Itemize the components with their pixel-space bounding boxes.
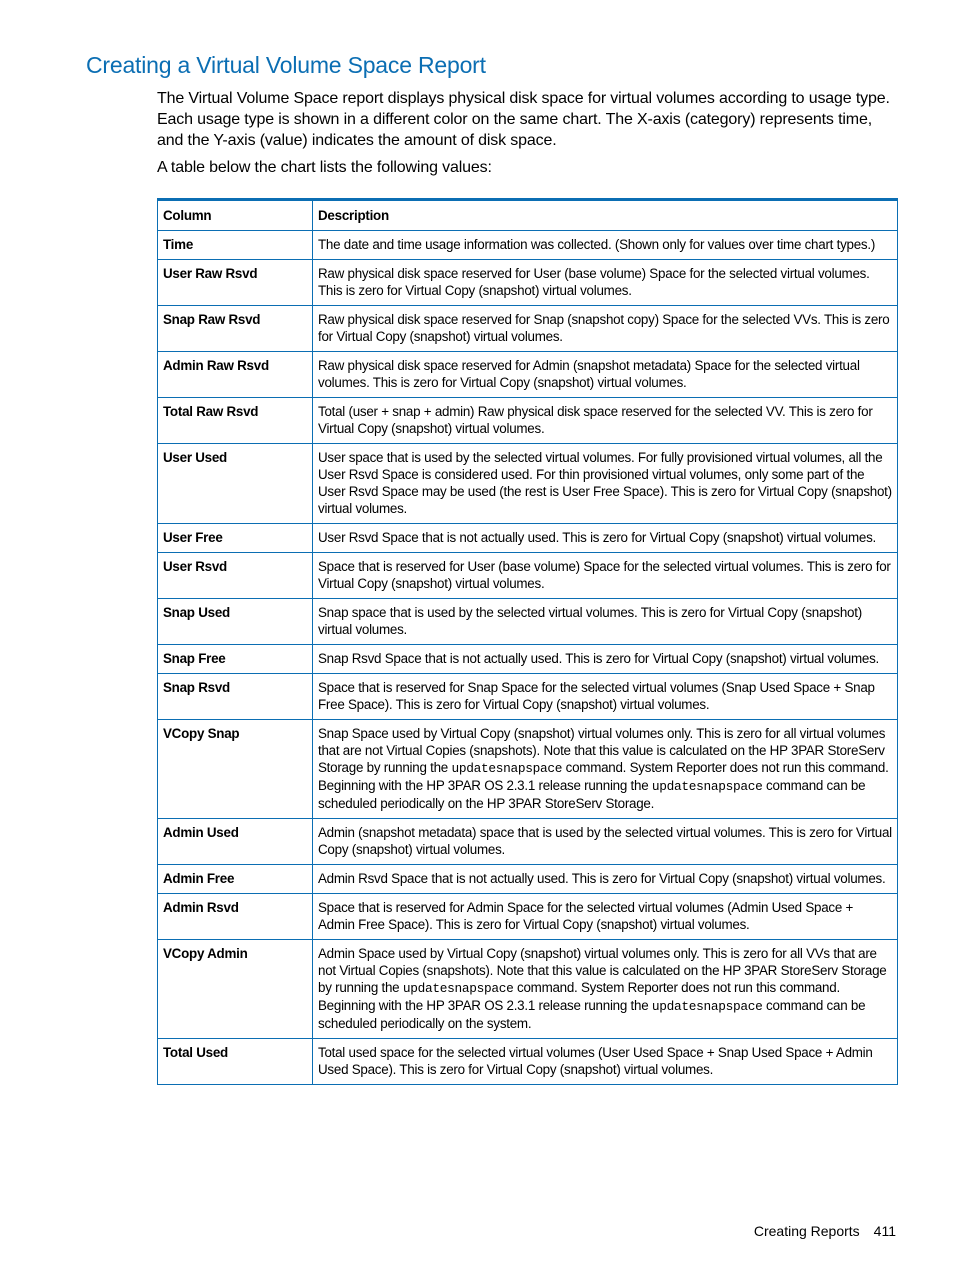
- table-row: [158, 599, 898, 645]
- row-description: Total used space for the selected virtual volumes (User Used Space + Snap Used Space + Admin Used Space). This is zero for Virtual Copy (snapshot) virtual volumes.: [313, 1039, 898, 1085]
- row-description: The date and time usage information was collected. (Shown only for values over time chart types.): [313, 231, 898, 260]
- row-name: VCopy Admin: [158, 940, 313, 1039]
- row-description: User Rsvd Space that is not actually used. This is zero for Virtual Copy (snapshot) virtual volumes.: [313, 524, 898, 553]
- table-row: [158, 674, 898, 720]
- page-number: 411: [873, 1223, 896, 1239]
- page-title: Creating a Virtual Volume Space Report: [86, 52, 486, 78]
- table-row: [158, 645, 898, 674]
- desc-text: command. System Reporter does not run this command. Beginning with the HP 3PAR OS 2.3.1 release running the: [318, 980, 840, 1013]
- row-description: User space that is used by the selected virtual volumes. For fully provisioned virtual volumes, all the User Rsvd Space is considered used. For thin provisioned virtual volumes, only some part of the User Rsvd Space may be used (the rest is User Free Space). This is zero for Virtual Copy (snapshot) virtual volumes.: [313, 444, 898, 524]
- desc-text: Snap Space used by Virtual Copy (snapshot) virtual volumes only. This is zero for all virtual volumes that are not Virtual Copies (snapshots). Note that this value is calculated on the HP 3PAR StoreServ Storage by running the: [318, 726, 886, 775]
- footer-section-title: Creating Reports: [753, 1223, 860, 1239]
- row-name: Admin Free: [158, 865, 313, 894]
- table-row: [158, 819, 898, 865]
- row-description: Raw physical disk space reserved for Snap (snapshot copy) Space for the selected VVs. This is zero for Virtual Copy (snapshot) virtual volumes.: [313, 306, 898, 352]
- row-name: Admin Rsvd: [158, 894, 313, 940]
- command-name: updatesnapspace: [451, 761, 563, 776]
- row-name: Snap Raw Rsvd: [158, 306, 313, 352]
- row-name: User Raw Rsvd: [158, 260, 313, 306]
- table-row: [158, 865, 898, 894]
- table-row: [158, 1039, 898, 1085]
- row-description: Snap space that is used by the selected virtual volumes. This is zero for Virtual Copy (snapshot) virtual volumes.: [313, 599, 898, 645]
- table-row: [158, 940, 898, 1039]
- row-name: Snap Free: [158, 645, 313, 674]
- command-name: updatesnapspace: [651, 999, 763, 1014]
- table-row: [158, 894, 898, 940]
- table-row: [158, 720, 898, 819]
- row-name: User Free: [158, 524, 313, 553]
- command-name: updatesnapspace: [402, 981, 514, 996]
- desc-text: command. System Reporter does not run this command. Beginning with the HP 3PAR OS 2.3.1 release running the: [318, 760, 889, 793]
- desc-text: command can be scheduled periodically on the system.: [318, 998, 866, 1031]
- table-row: [158, 444, 898, 524]
- description-header: Description: [313, 200, 898, 231]
- row-description: [313, 720, 898, 819]
- table-intro-paragraph: A table below the chart lists the following values:: [157, 159, 492, 176]
- row-description: Space that is reserved for User (base volume) Space for the selected virtual volumes. This is zero for Virtual Copy (snapshot) virtual volumes.: [313, 553, 898, 599]
- row-name: Admin Raw Rsvd: [158, 352, 313, 398]
- row-name: Snap Used: [158, 599, 313, 645]
- row-description: [313, 940, 898, 1039]
- row-name: Total Used: [158, 1039, 313, 1085]
- table-row: [158, 231, 898, 260]
- column-header: Column: [158, 200, 313, 231]
- row-name: User Rsvd: [158, 553, 313, 599]
- row-name: User Used: [158, 444, 313, 524]
- desc-text: Admin Space used by Virtual Copy (snapshot) virtual volumes only. This is zero for all VVs that are not Virtual Copies (snapshots). Note that this value is calculated on the HP 3PAR StoreServ Storage by running the: [318, 946, 887, 995]
- row-description: Snap Rsvd Space that is not actually used. This is zero for Virtual Copy (snapshot) virtual volumes.: [313, 645, 898, 674]
- values-table: [157, 198, 898, 1085]
- table-row: [158, 306, 898, 352]
- row-name: Total Raw Rsvd: [158, 398, 313, 444]
- row-name: Admin Used: [158, 819, 313, 865]
- row-description: Admin (snapshot metadata) space that is used by the selected virtual volumes. This is zero for Virtual Copy (snapshot) virtual volumes.: [313, 819, 898, 865]
- row-description: Total (user + snap + admin) Raw physical disk space reserved for the selected VV. This is zero for Virtual Copy (snapshot) virtual volumes.: [313, 398, 898, 444]
- table-row: [158, 553, 898, 599]
- table-row: [158, 524, 898, 553]
- row-description: Raw physical disk space reserved for User (base volume) Space for the selected virtual volumes. This is zero for Virtual Copy (snapshot) virtual volumes.: [313, 260, 898, 306]
- table-row: [158, 398, 898, 444]
- intro-paragraph: The Virtual Volume Space report displays physical disk space for virtual volumes according to usage type. Each usage type is shown in a different color on the same chart. The X-axis (category) represents time, and the Y-axis (value) indicates the amount of disk space.: [157, 90, 890, 149]
- row-description: Space that is reserved for Snap Space for the selected virtual volumes (Snap Used Space + Snap Free Space). This is zero for Virtual Copy (snapshot) virtual volumes.: [313, 674, 898, 720]
- desc-text: command can be scheduled periodically on the HP 3PAR StoreServ Storage.: [318, 778, 866, 811]
- table-header-row: [158, 200, 898, 231]
- table-row: [158, 260, 898, 306]
- page-footer: [754, 1223, 896, 1239]
- row-name: VCopy Snap: [158, 720, 313, 819]
- row-name: Time: [158, 231, 313, 260]
- row-name: Snap Rsvd: [158, 674, 313, 720]
- table-row: [158, 352, 898, 398]
- command-name: updatesnapspace: [651, 779, 763, 794]
- row-description: Admin Rsvd Space that is not actually used. This is zero for Virtual Copy (snapshot) virtual volumes.: [313, 865, 898, 894]
- row-description: Raw physical disk space reserved for Admin (snapshot metadata) Space for the selected virtual volumes. This is zero for Virtual Copy (snapshot) virtual volumes.: [313, 352, 898, 398]
- row-description: Space that is reserved for Admin Space for the selected virtual volumes (Admin Used Space + Admin Free Space). This is zero for Virtual Copy (snapshot) virtual volumes.: [313, 894, 898, 940]
